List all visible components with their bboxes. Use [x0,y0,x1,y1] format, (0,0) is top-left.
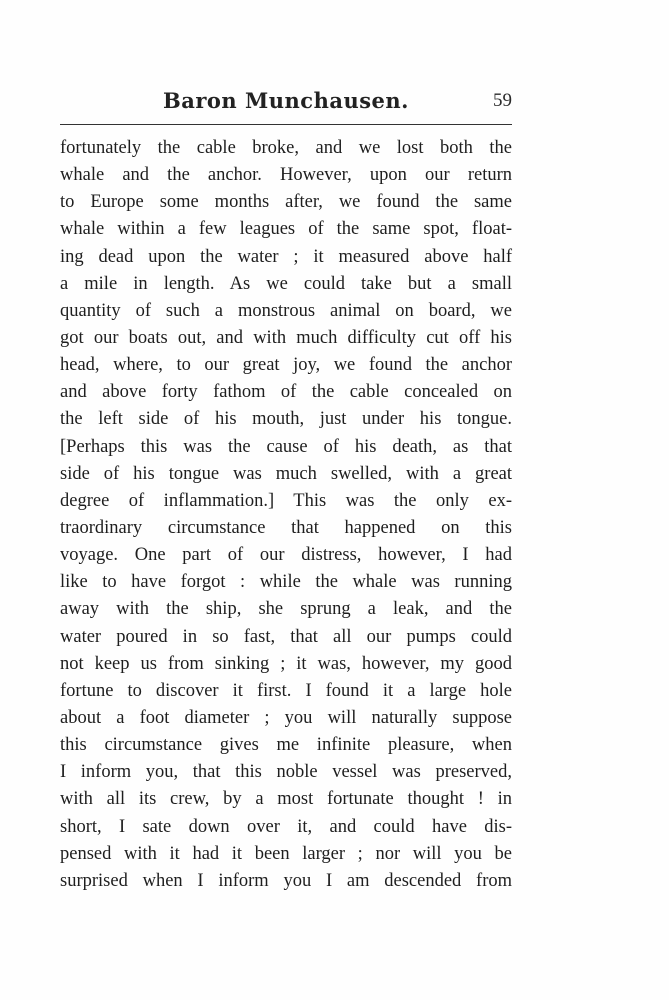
text-line: degree of inflammation.] This was the only ex- [60,490,512,511]
text-line: side of his tongue was much swelled, with a great [60,463,512,484]
body-text [60,135,512,895]
text-line: surprised when I inform you I am descended from [60,870,512,891]
header-rule [60,124,512,125]
text-line: short, I sate down over it, and could have dis- [60,816,512,837]
text-line: to Europe some months after, we found the same [60,192,512,213]
running-head [60,84,512,124]
text-line: [Perhaps this was the cause of his death, as that [60,436,512,457]
text-line: fortunately the cable broke, and we lost both the [60,138,512,158]
text-line: with all its crew, by a most fortunate thought ! in [60,789,512,810]
text-line: whale and the anchor. However, upon our return [60,165,512,186]
text-line: pensed with it had it been larger ; nor will you be [60,843,512,864]
text-line: away with the ship, she sprung a leak, and the [60,599,512,620]
text-line: this circumstance gives me infinite pleasure, when [60,735,512,756]
text-line: whale within a few leagues of the same spot, float- [60,219,512,240]
text-line: head, where, to our great joy, we found the anchor [60,355,512,376]
text-line: a mile in length. As we could take but a small [60,273,512,294]
text-line: traordinary circumstance that happened on this [60,517,512,538]
page-number: 59 [493,90,512,111]
text-line: water poured in so fast, that all our pumps could [60,626,512,647]
text-line: quantity of such a monstrous animal on board, we [60,300,512,321]
running-title: Baron Munchausen. [163,88,409,113]
text-line: got our boats out, and with much difficulty cut off his [60,327,512,348]
text-line: about a foot diameter ; you will naturally suppose [60,707,512,728]
text-line: like to have forgot : while the whale was running [60,572,512,593]
text-line: ing dead upon the water ; it measured above half [60,246,512,267]
text-line: voyage. One part of our distress, however, I had [60,545,512,566]
text-line: and above forty fathom of the cable concealed on [60,382,512,403]
text-line: not keep us from sinking ; it was, however, my good [60,653,512,674]
text-line: fortune to discover it first. I found it a large hole [60,680,512,701]
text-line: the left side of his mouth, just under his tongue. [60,409,512,430]
text-line: I inform you, that this noble vessel was preserved, [60,762,512,783]
